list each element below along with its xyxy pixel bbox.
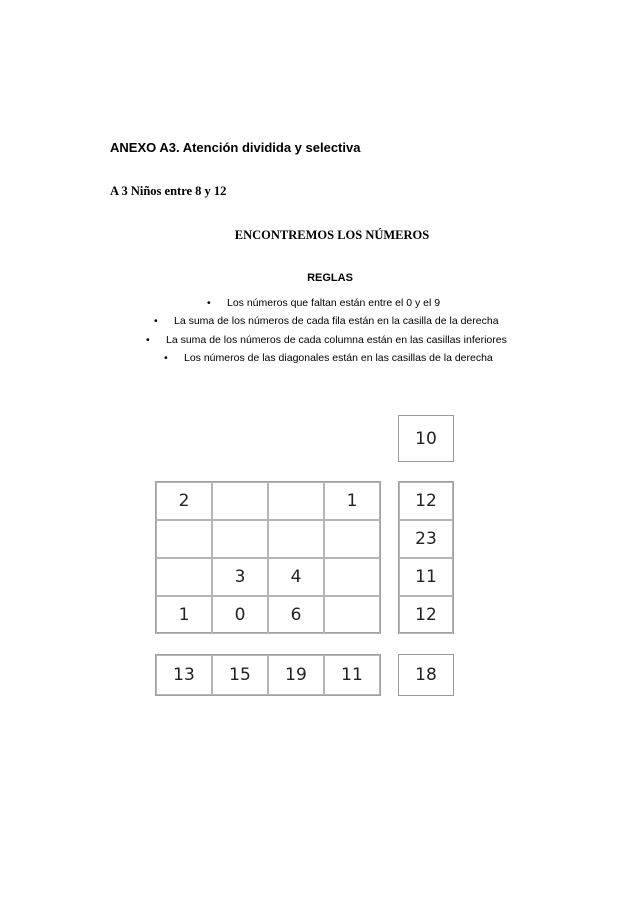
age-line: A 3 Niños entre 8 y 12 [110, 184, 227, 198]
rule-text: La suma de los números de cada fila están en la casilla de la derecha [174, 315, 499, 327]
row-sum-cell: 12 [399, 482, 453, 520]
grid-cell[interactable] [268, 482, 324, 520]
grid-cell[interactable]: 4 [268, 558, 324, 596]
grid-cell[interactable]: 1 [324, 482, 380, 520]
rule-item [146, 334, 507, 346]
grid-cell[interactable] [212, 520, 268, 558]
grid-cell[interactable] [156, 558, 212, 596]
grid-cell[interactable]: 3 [212, 558, 268, 596]
game-title: ENCONTREMOS LOS NÚMEROS [234, 228, 430, 242]
grid-cell[interactable]: 1 [156, 596, 212, 634]
bullet-icon: • [164, 352, 168, 364]
grid-cell[interactable] [156, 520, 212, 558]
rule-item [207, 297, 440, 309]
rule-text: Los números de las diagonales están en las casillas de la derecha [184, 352, 493, 364]
grid-cell[interactable] [268, 520, 324, 558]
column-sum-cell: 15 [212, 655, 268, 695]
row-sum-cell: 12 [399, 596, 453, 634]
bullet-icon: • [146, 334, 150, 346]
annex-title: ANEXO A3. Atención dividida y selectiva [110, 140, 361, 155]
bullet-icon: • [154, 315, 158, 327]
row-sum-cell: 11 [399, 558, 453, 596]
bullet-icon: • [207, 297, 211, 309]
grid-cell[interactable] [212, 482, 268, 520]
rule-text: La suma de los números de cada columna están en las casillas inferiores [166, 334, 507, 346]
grid-cell[interactable] [324, 520, 380, 558]
grid-cell[interactable]: 0 [212, 596, 268, 634]
grid-cell[interactable] [324, 558, 380, 596]
rule-text: Los números que faltan están entre el 0 y el 9 [227, 297, 441, 309]
column-sum-cell: 19 [268, 655, 324, 695]
diagonal-top-box: 10 [398, 415, 454, 462]
column-sum-cell: 13 [156, 655, 212, 695]
row-sum-cell: 23 [399, 520, 453, 558]
rules-title: REGLAS [307, 272, 353, 284]
grid-cell[interactable]: 2 [156, 482, 212, 520]
diagonal-bottom-box: 18 [398, 654, 454, 696]
rule-item [164, 352, 493, 364]
column-sum-cell: 11 [324, 655, 380, 695]
rule-item [154, 315, 499, 327]
grid-cell[interactable]: 6 [268, 596, 324, 634]
grid-cell[interactable] [324, 596, 380, 634]
